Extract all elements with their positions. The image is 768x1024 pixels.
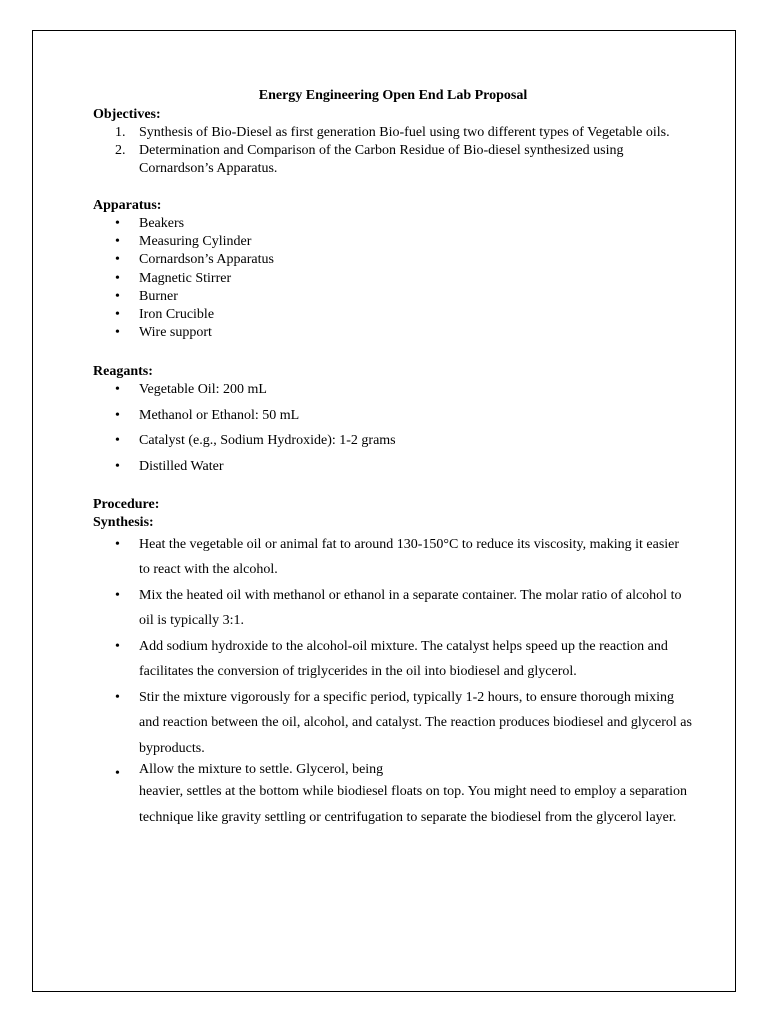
apparatus-item-text: Beakers	[139, 216, 185, 231]
apparatus-item	[93, 306, 693, 324]
reagant-item-text: Distilled Water	[139, 458, 224, 474]
procedure-step	[93, 532, 693, 583]
synthesis-subheading: Synthesis:	[93, 514, 154, 530]
bullet-icon: •	[115, 252, 120, 268]
procedure-step	[93, 634, 693, 685]
objective-number: 2.	[115, 143, 126, 158]
bullet-icon: •	[115, 407, 120, 423]
reagant-item-text: Methanol or Ethanol: 50 mL	[139, 407, 300, 423]
apparatus-item	[93, 251, 693, 269]
bullet-icon: •	[115, 638, 120, 654]
reagant-item-text: Vegetable Oil: 200 mL	[139, 382, 267, 398]
bullet-icon: •	[115, 689, 120, 705]
objectives-heading: Objectives:	[93, 107, 161, 122]
reagants-list	[93, 381, 693, 476]
bullet-icon: •	[115, 307, 120, 323]
objectives-list	[93, 124, 693, 178]
apparatus-item	[93, 215, 693, 233]
procedure-step	[93, 583, 693, 634]
procedure-step-first-line: Allow the mixture to settle. Glycerol, being	[139, 762, 384, 778]
bullet-icon: •	[115, 458, 120, 474]
procedure-step-text: Add sodium hydroxide to the alcohol-oil mixture. The catalyst helps speed up the reaction and facilitates the conversion of triglycerides in the oil into biodiesel and glycerol.	[139, 638, 668, 680]
apparatus-item	[93, 288, 693, 306]
reagant-item	[93, 432, 693, 450]
apparatus-item	[93, 270, 693, 288]
objective-text: Synthesis of Bio-Diesel as first generation Bio-fuel using two different types of Vegetable oils.	[139, 125, 670, 140]
apparatus-item-text: Iron Crucible	[139, 307, 215, 323]
reagant-item-text: Catalyst (e.g., Sodium Hydroxide): 1-2 grams	[139, 433, 396, 449]
document-body	[93, 86, 693, 830]
procedure-step-text: Mix the heated oil with methanol or ethanol in a separate container. The molar ratio of alcohol to oil is typically 3:1.	[139, 587, 682, 629]
apparatus-item	[93, 233, 693, 251]
apparatus-heading: Apparatus:	[93, 198, 162, 213]
apparatus-item-text: Burner	[139, 288, 178, 304]
objective-item	[93, 142, 693, 178]
bullet-icon: •	[115, 536, 120, 552]
procedure-heading: Procedure:	[93, 496, 160, 512]
bullet-icon: •	[115, 234, 120, 250]
objective-item	[93, 124, 693, 142]
bullet-icon: •	[115, 325, 120, 341]
document-title: Energy Engineering Open End Lab Proposal	[258, 88, 528, 103]
apparatus-item-text: Measuring Cylinder	[139, 234, 252, 250]
apparatus-item-text: Wire support	[139, 325, 212, 341]
bullet-icon: •	[115, 216, 120, 231]
procedure-step	[93, 685, 693, 762]
bullet-icon: •	[115, 270, 120, 286]
objective-number: 1.	[115, 125, 126, 140]
bullet-icon: •	[115, 382, 120, 398]
bullet-icon: •	[115, 433, 120, 449]
objective-text: Determination and Comparison of the Carbon Residue of Bio-diesel synthesized using Cornardson’s Apparatus.	[139, 143, 624, 176]
bullet-icon: •	[115, 288, 120, 304]
procedure-step-text: Heat the vegetable oil or animal fat to around 130-150°C to reduce its viscosity, making it easier to react with the alcohol.	[139, 536, 680, 578]
reagant-item	[93, 407, 693, 425]
procedure-step-text: Stir the mixture vigorously for a specific period, typically 1-2 hours, to ensure thorough mixing and reaction between the oil, alcohol, and catalyst. The reaction produces biodiesel and glycerol as byproducts.	[139, 689, 692, 756]
bullet-icon: •	[115, 766, 120, 782]
bullet-icon: •	[115, 587, 120, 603]
procedure-list	[93, 532, 693, 831]
reagant-item	[93, 381, 693, 399]
apparatus-item-text: Cornardson’s Apparatus	[139, 252, 274, 268]
reagants-heading: Reagants:	[93, 364, 153, 380]
apparatus-list	[93, 215, 693, 342]
procedure-step	[93, 761, 693, 830]
reagant-item	[93, 458, 693, 476]
procedure-step-text: heavier, settles at the bottom while biodiesel floats on top. You might need to employ a separation technique like gravity settling or centrifugation to separate the biodiesel from the glycerol layer.	[139, 784, 688, 825]
apparatus-item-text: Magnetic Stirrer	[139, 270, 232, 286]
apparatus-item	[93, 324, 693, 342]
